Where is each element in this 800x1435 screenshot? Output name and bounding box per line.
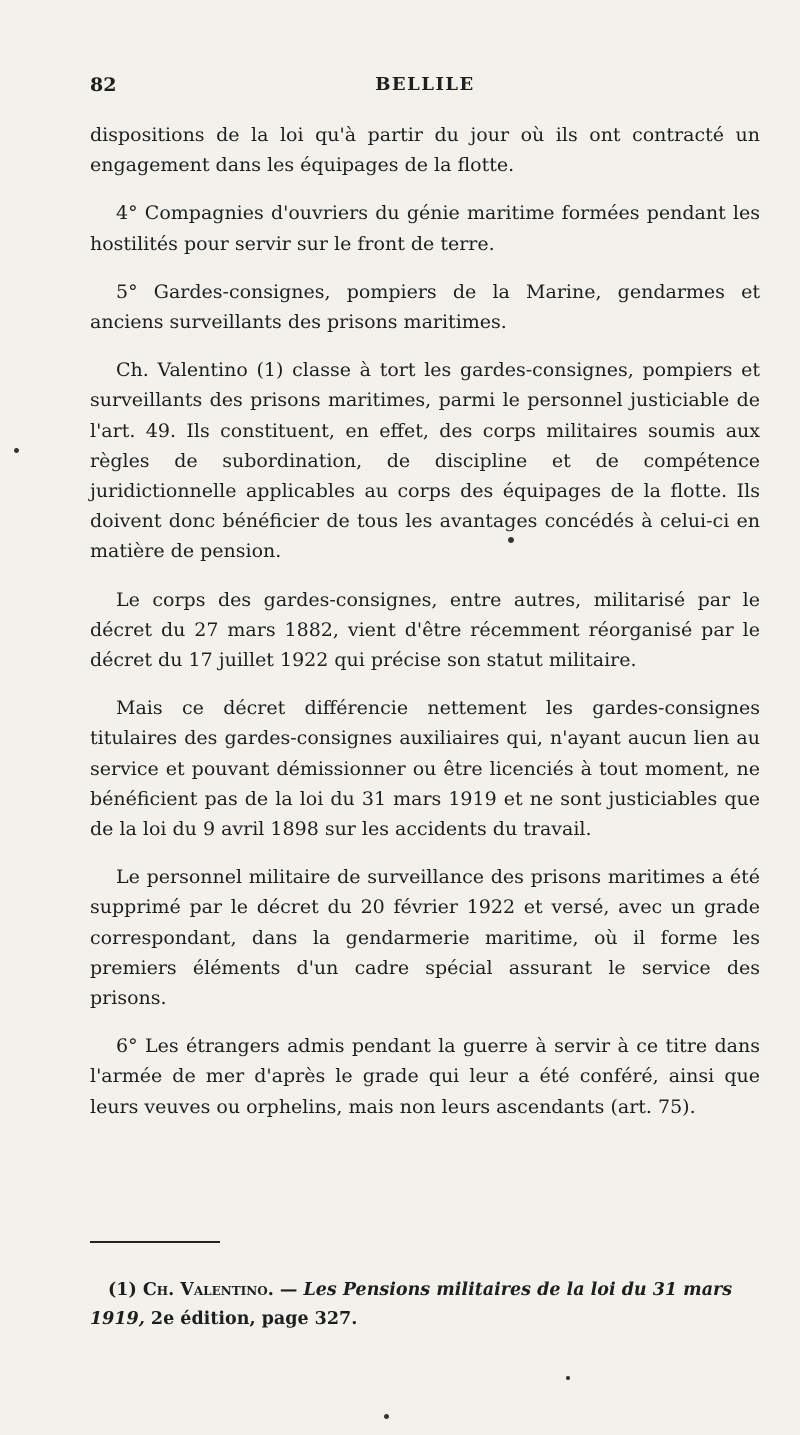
body-text [90, 120, 760, 1140]
ink-speck [384, 1414, 389, 1419]
page-header [90, 74, 760, 102]
paragraph-item-5: 5° Gardes-consignes, pompiers de la Marine, gendarmes et anciens surveillants des prisons maritimes. [90, 280, 760, 334]
footnote-edition: 2e édition, page 327. [150, 1309, 358, 1329]
footnote-separator [90, 1241, 220, 1243]
footnote-title: Les Pensions militaires de la loi du 31 mars 1919, [90, 1280, 733, 1329]
page-number: 82 [90, 74, 117, 96]
footnote-marker: (1) [108, 1280, 137, 1300]
ink-speck [566, 1376, 570, 1380]
paragraph-item-4: 4° Compagnies d'ouvriers du génie maritime formées pendant les hostilités pour servir sur le front de terre. [90, 202, 760, 255]
ink-speck [508, 537, 514, 543]
footnote-dash: — [279, 1280, 298, 1300]
footnote [90, 1276, 760, 1334]
paragraph-valentino: Ch. Valentino (1) classe à tort les gardes-consignes, pompiers et surveillants des prisons maritimes, parmi le personnel justiciable de l'art. 49. Ils constituent, en effet, des corps militaires soumis aux règles de subordination, de discipline et de compétence juridictionnelle applicables au corps des équipages de la flotte. Ils doivent donc bénéficier de tous les avantages concédés à celui-ci en matière de pension. [90, 359, 760, 563]
running-title: BELLILE [375, 74, 475, 95]
ink-speck [14, 448, 19, 453]
paragraph-item-6: 6° Les étrangers admis pendant la guerre à servir à ce titre dans l'armée de mer d'après le grade qui leur a été conféré, ainsi que leurs veuves ou orphelins, mais non leurs ascendants (art. 75). [90, 1035, 760, 1118]
paragraph-decret: Mais ce décret différencie nettement les gardes-consignes titulaires des gardes-consignes auxiliaires qui, n'ayant aucun lien au service et pouvant démissionner ou être licenciés à tout moment, ne bénéficient pas de la loi du 31 mars 1919 et ne sont justiciables que de la loi du 9 avril 1898 sur les accidents du travail. [90, 697, 760, 841]
paragraph-gardes-consignes: Le corps des gardes-consignes, entre autres, militarisé par le décret du 27 mars 1882, vient d'être récemment réorganisé par le décret du 17 juillet 1922 qui précise son statut militaire. [90, 588, 760, 672]
footnote-author: Ch. Valentino. [142, 1280, 274, 1300]
paragraph-continuation: dispositions de la loi qu'à partir du jour où ils ont contracté un engagement dans les équipages de la flotte. [90, 124, 760, 177]
paragraph-surveillance: Le personnel militaire de surveillance des prisons maritimes a été supprimé par le décret du 20 février 1922 et versé, avec un grade correspondant, dans la gendarmerie maritime, où il forme les premiers éléments d'un cadre spécial assurant le service des prisons. [90, 866, 760, 1010]
